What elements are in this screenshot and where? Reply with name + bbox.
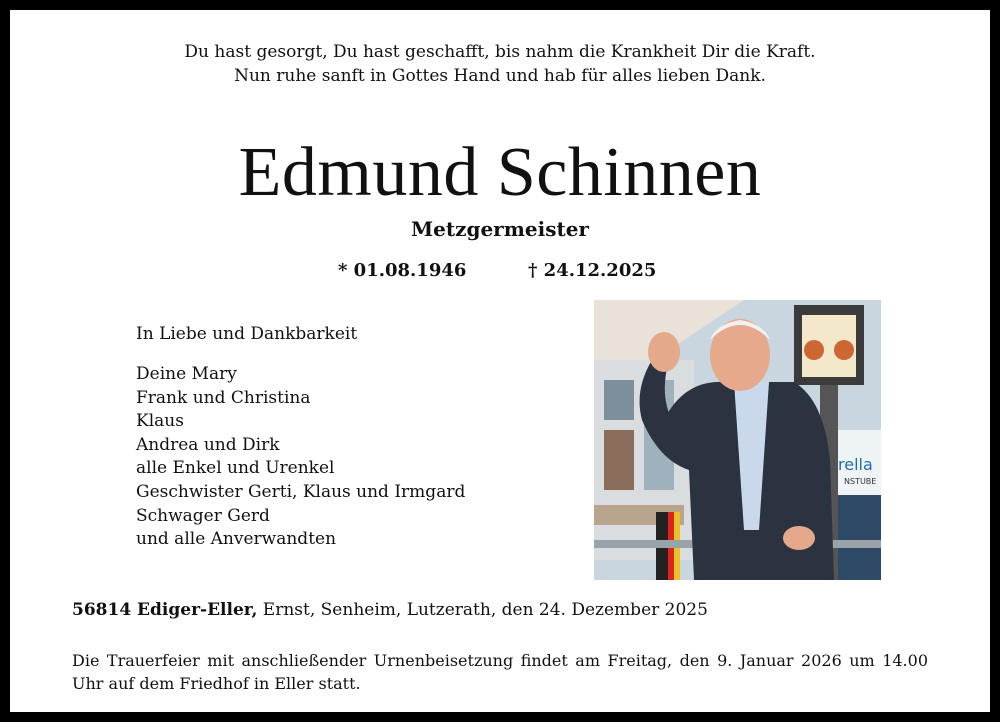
sign-text: rella [838, 455, 873, 474]
portrait-photo [594, 300, 881, 580]
verse [10, 40, 990, 88]
sign-subtext: NSTUBE [844, 477, 877, 486]
mourner-item: Andrea und Dirk [136, 434, 280, 455]
obituary-card [10, 10, 990, 712]
verse-line-1: Du hast gesorgt, Du hast geschafft, bis nahm die Krankheit Dir die Kraft. [184, 42, 816, 62]
mourner-item: Geschwister Gerti, Klaus und Irmgard [136, 481, 466, 502]
funeral-notice: Die Trauerfeier mit anschließender Urnenbeisetzung findet am Freitag, den 9. Januar 2026 um 14.00 Uhr auf dem Friedhof in Eller statt. [72, 651, 928, 693]
mourner-item: Schwager Gerd [136, 505, 270, 526]
mourner-item: und alle Anverwandten [136, 529, 337, 550]
mourner-item: Deine Mary [136, 364, 237, 384]
birth-date: * 01.08.1946 [338, 260, 467, 281]
deceased-profession: Metzgermeister [411, 217, 589, 241]
death-date: † 24.12.2025 [528, 260, 657, 281]
place-rest: Ernst, Senheim, Lutzerath, den 24. Dezember 2025 [257, 600, 708, 620]
place-main: 56814 Ediger-Eller, [72, 600, 258, 620]
mourner-item: alle Enkel und Urenkel [136, 458, 335, 479]
verse-line-2: Nun ruhe sanft in Gottes Hand und hab für alles lieben Dank. [234, 66, 766, 86]
place-line [72, 600, 708, 620]
mourner-item: Frank und Christina [136, 387, 311, 408]
mourners-intro: In Liebe und Dankbarkeit [136, 324, 358, 344]
deceased-name: Edmund Schinnen [238, 134, 762, 211]
mourners-list [136, 363, 465, 552]
portrait-illustration [594, 300, 881, 580]
mourner-item: Klaus [136, 411, 184, 432]
